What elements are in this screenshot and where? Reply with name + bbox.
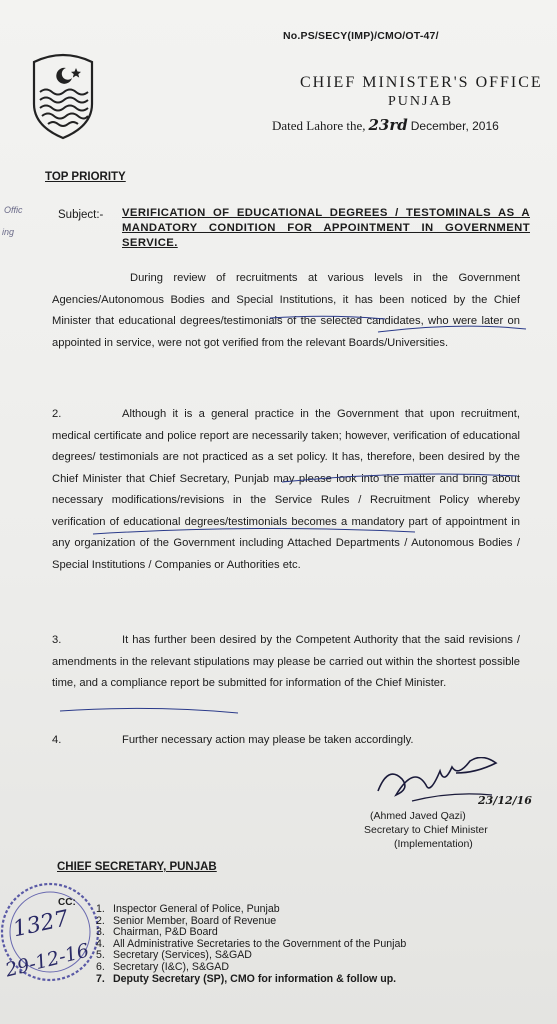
list-item: 2. Senior Member, Board of Revenue <box>96 914 277 927</box>
paragraph-number: 3. <box>52 634 62 646</box>
subject-text: VERIFICATION OF EDUCATIONAL DEGREES / TESTOMINALS AS A MANDATORY CONDITION FOR APPOINTMENT IN GOVERNMENT SERVICE. <box>122 207 530 249</box>
stamp-date: 29-12-16 <box>3 939 92 982</box>
paragraph-3 <box>52 630 520 695</box>
date-month-year: December, 2016 <box>410 119 499 133</box>
signatory-name: (Ahmed Javed Qazi) <box>370 810 466 822</box>
list-item: 7. Deputy Secretary (SP), CMO for information & follow up. <box>96 972 397 985</box>
paragraph-4-text: Further necessary action may please be taken accordingly. <box>122 734 414 746</box>
punjab-emblem-icon <box>22 52 104 140</box>
subject-label: Subject:- <box>58 209 104 221</box>
paragraph-3-text: It has further been desired by the Competent Authority that the said revisions / amendments in the relevant stipulations may please be carried out within the shortest possible time, and a compliance report be submitted for information of the Chief Minister. <box>52 634 520 689</box>
paragraph-4 <box>52 730 520 752</box>
list-item: 3. Chairman, P&D Board <box>96 926 218 939</box>
office-title: CHIEF MINISTER'S OFFICE <box>300 74 543 91</box>
list-item: 1. Inspector General of Police, Punjab <box>96 903 280 915</box>
paragraph-1 <box>52 268 520 354</box>
signature-date-handwritten: 23/12/16 <box>478 794 532 807</box>
margin-note: ing <box>2 227 15 237</box>
list-item: 6. Secretary (I&C), S&GAD <box>96 960 229 973</box>
paragraph-1-text: During review of recruitments at various levels in the Government Agencies/Autonomous Bodies and Special Institutions, it has been noticed by the Chief Minister that educational degrees/testimonials of the selected candidates, who were later on appointed in service, were not got verified from the relevant Boards/Universities. <box>52 272 520 349</box>
reference-number: No.PS/SECY(IMP)/CMO/OT-47/ <box>283 30 439 42</box>
signatory-title: Secretary to Chief Minister <box>364 824 488 836</box>
paragraph-2-text: Although it is a general practice in the Government that upon recruitment, medical certificate and police report are necessarily taken; however, verification of educational degrees/ testimonials are not practiced as a set policy. It has, therefore, been desired by the Chief Minister that Chief Secretary, Punjab may please look into the matter and bring about necessary modifications/revisions in the Service Rules / Recruitment Policy whereby verification of educational degrees/testimonials becomes a mandatory part of appointment in any organization of the Government including Attached Departments / Autonomous Bodies / Special Institutions / Companies or Authorities etc. <box>52 408 520 571</box>
paragraph-number: 2. <box>52 408 62 420</box>
date-prefix: Dated Lahore the, <box>272 118 366 133</box>
date-line <box>272 116 499 134</box>
office-province: PUNJAB <box>388 94 453 109</box>
date-day-handwritten: 23rd <box>368 116 408 134</box>
paragraph-number: 4. <box>52 734 62 746</box>
addressee: CHIEF SECRETARY, PUNJAB <box>57 861 217 873</box>
margin-note: Offic <box>4 205 23 215</box>
list-item: 5. Secretary (Services), S&GAD <box>96 949 252 962</box>
priority-heading: TOP PRIORITY <box>45 171 126 183</box>
paragraph-2 <box>52 404 520 576</box>
receipt-stamp <box>0 874 108 986</box>
cc-label: CC: <box>58 897 76 908</box>
stamp-number: 1327 <box>10 906 71 943</box>
list-item: 4. All Administrative Secretaries to the Government of the Punjab <box>96 937 407 950</box>
signatory-subtitle: (Implementation) <box>394 838 473 850</box>
cc-list <box>96 904 406 985</box>
